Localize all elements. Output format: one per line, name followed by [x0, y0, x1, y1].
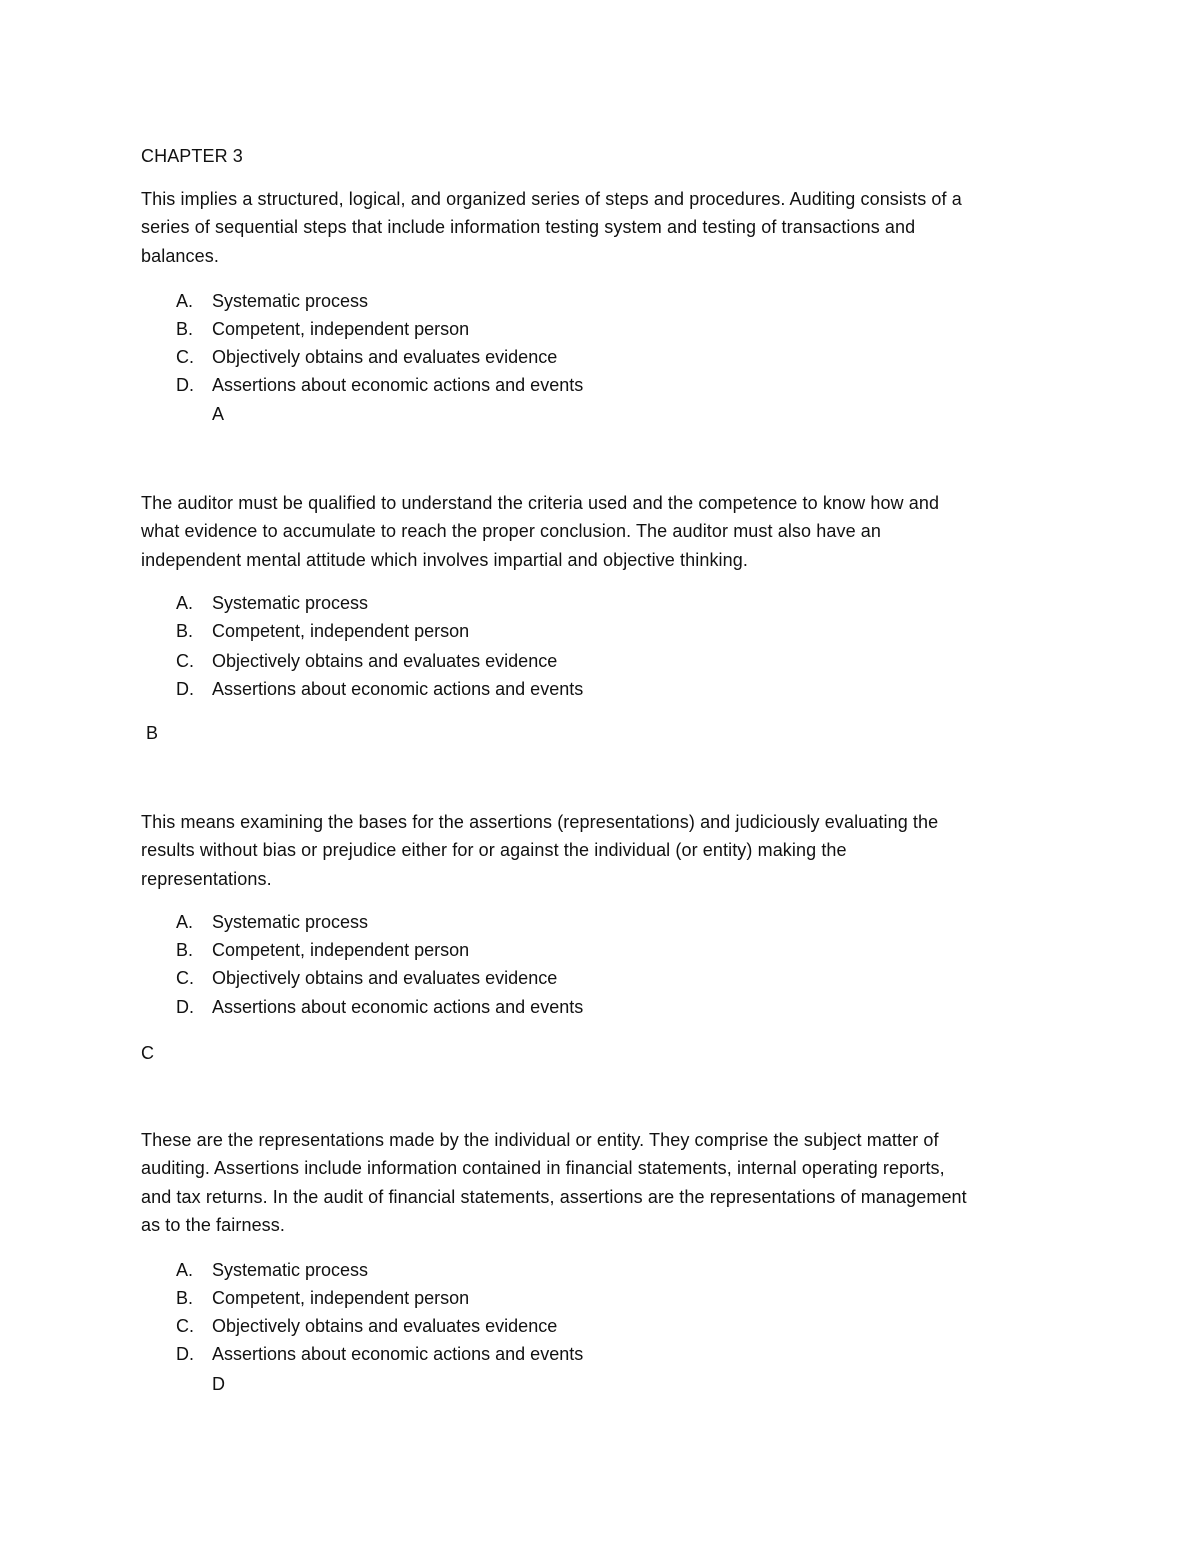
question-2-option-b-text: Competent, independent person	[212, 621, 470, 641]
question-1-stem-line-2: series of sequential steps that include information testing system and testing of transactions and	[141, 217, 916, 237]
question-4-option-a-letter: A.	[176, 1260, 194, 1280]
question-3-option-a-letter: A.	[176, 912, 194, 932]
question-4-stem-line-4: as to the fairness.	[141, 1215, 285, 1235]
question-2-option-b-letter: B.	[176, 621, 194, 641]
question-1-option-b-text: Competent, independent person	[212, 319, 470, 339]
question-4-option-c-letter: C.	[176, 1316, 194, 1336]
chapter-title: CHAPTER 3	[141, 146, 243, 166]
question-3-option-a-text: Systematic process	[212, 912, 369, 932]
question-4-stem-line-1: These are the representations made by the individual or entity. They comprise the subject matter of	[141, 1130, 939, 1150]
question-2-option-a-letter: A.	[176, 593, 194, 613]
question-4-stem-line-3: and tax returns. In the audit of financial statements, assertions are the representations of management	[141, 1187, 967, 1207]
question-3-option-c-letter: C.	[176, 968, 194, 988]
question-2-option-c-text: Objectively obtains and evaluates evidence	[212, 651, 558, 671]
question-2-answer: B	[146, 723, 159, 743]
question-1-stem-line-1: This implies a structured, logical, and organized series of steps and procedures. Auditing consists of a	[141, 189, 962, 209]
question-3-option-c-text: Objectively obtains and evaluates evidence	[212, 968, 558, 988]
question-4-option-a-text: Systematic process	[212, 1260, 369, 1280]
question-1-option-b-letter: B.	[176, 319, 194, 339]
question-2-option-d-text: Assertions about economic actions and events	[212, 679, 584, 699]
question-3-option-d-text: Assertions about economic actions and events	[212, 997, 584, 1017]
question-4-option-d-text: Assertions about economic actions and events	[212, 1344, 584, 1364]
question-3-option-d-letter: D.	[176, 997, 194, 1017]
question-2-option-a-text: Systematic process	[212, 593, 369, 613]
question-3-stem-line-1: This means examining the bases for the assertions (representations) and judiciously evaluating the	[141, 812, 939, 832]
question-4-option-b-letter: B.	[176, 1288, 194, 1308]
question-1-answer: A	[212, 404, 225, 424]
question-2-option-c-letter: C.	[176, 651, 194, 671]
question-4-option-c-text: Objectively obtains and evaluates evidence	[212, 1316, 558, 1336]
question-1-option-d-text: Assertions about economic actions and events	[212, 375, 584, 395]
question-2-option-d-letter: D.	[176, 679, 194, 699]
question-1-option-a-text: Systematic process	[212, 291, 369, 311]
question-3-option-b-text: Competent, independent person	[212, 940, 470, 960]
question-3-stem-line-2: results without bias or prejudice either for or against the individual (or entity) making the	[141, 840, 847, 860]
question-3-option-b-letter: B.	[176, 940, 194, 960]
question-2-stem-line-3: independent mental attitude which involves impartial and objective thinking.	[141, 550, 748, 570]
question-4-answer: D	[212, 1374, 226, 1394]
question-1-option-c-text: Objectively obtains and evaluates evidence	[212, 347, 558, 367]
question-3-answer: C	[141, 1043, 155, 1063]
question-1-stem-line-3: balances.	[141, 246, 219, 266]
question-1-option-c-letter: C.	[176, 347, 194, 367]
question-3-stem-line-3: representations.	[141, 869, 272, 889]
question-1-option-d-letter: D.	[176, 375, 194, 395]
question-4-stem-line-2: auditing. Assertions include information contained in financial statements, internal operating reports,	[141, 1158, 945, 1178]
question-1-option-a-letter: A.	[176, 291, 194, 311]
question-2-stem-line-1: The auditor must be qualified to understand the criteria used and the competence to know how and	[141, 493, 940, 513]
question-4-option-b-text: Competent, independent person	[212, 1288, 470, 1308]
question-2-stem-line-2: what evidence to accumulate to reach the proper conclusion. The auditor must also have an	[141, 521, 881, 541]
question-4-option-d-letter: D.	[176, 1344, 194, 1364]
